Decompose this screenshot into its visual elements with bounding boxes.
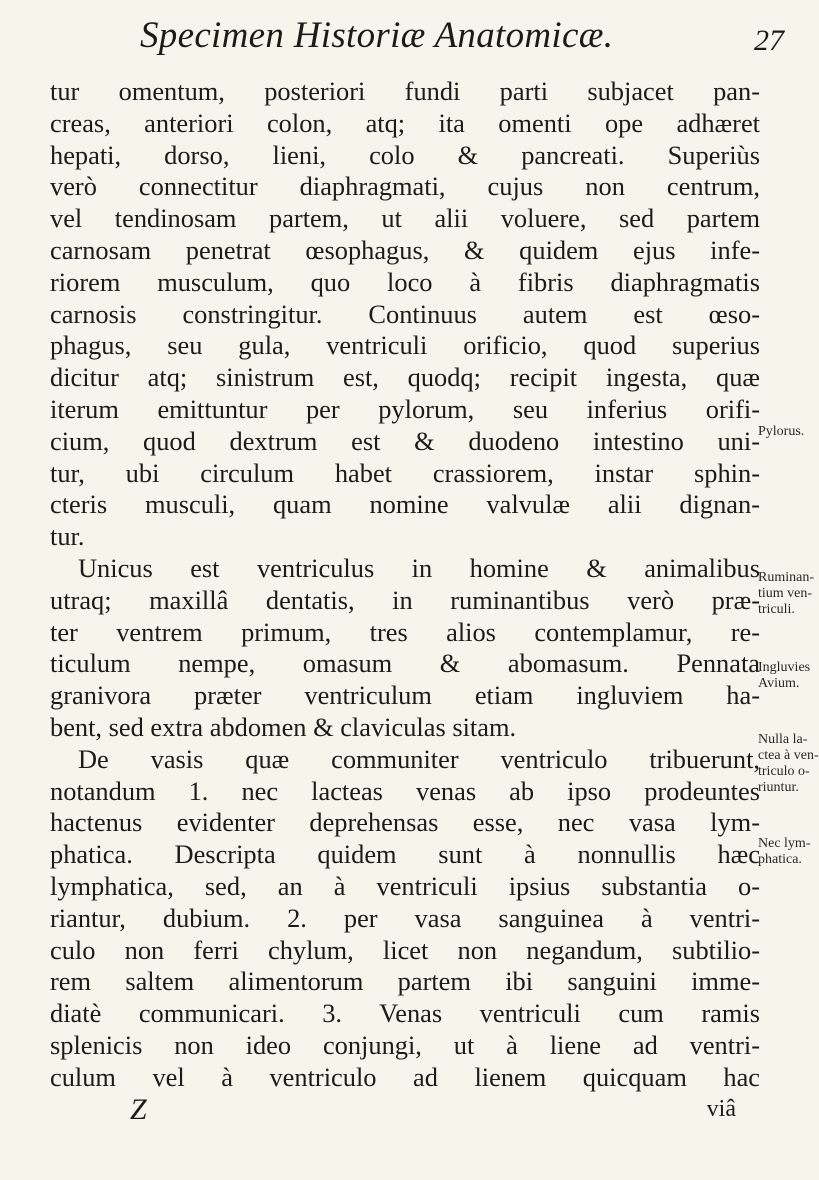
marginal-note-ingluvies [758,660,811,692]
text-line: carnosis constringitur. Continuus autem est œso- [50,298,760,329]
text-line: bent, sed extra abdomen & claviculas sitam. [50,711,517,742]
text-line: tur, ubi circulum habet crassiorem, instar sphin- [50,457,760,488]
marginal-note-line: Avium. [758,676,800,691]
text-line: culo non ferri chylum, licet non negandum, subtilio- [50,934,760,965]
page-number: 27 [754,24,784,57]
signature-mark: Z [130,1092,147,1126]
text-line: vel tendinosam partem, ut alii voluere, sed partem [50,203,760,234]
text-line: iterum emittuntur per pylorum, seu inferius orifi- [50,393,760,424]
marginal-note-nulla-lactea [758,732,819,796]
text-line: phagus, seu gula, ventriculi orificio, quod superius [50,330,760,361]
text-line: culum vel à ventriculo ad lienem quicquam hac [50,1061,760,1092]
text-line: ticulum nempe, omasum & abomasum. Pennata [50,648,760,679]
text-line: tur omentum, posteriori fundi parti subjacet pan- [50,76,760,106]
marginal-note-line: Ingluvies [758,660,811,675]
text-line: De vasis quæ communiter ventriculo tribuerunt, [78,743,760,774]
text-line: hepati, dorso, lieni, colo & pancreati. Superiùs [50,139,760,170]
text-line: cium, quod dextrum est & duodeno intestino uni- [50,425,760,456]
marginal-note-line: Pylorus. [758,424,805,439]
text-line: hactenus evidenter deprehensas esse, nec vasa lym- [50,807,760,838]
text-line: riorem musculum, quo loco à fibris diaphragmatis [50,266,760,297]
marginal-note-ruminantium [758,570,814,618]
marginal-note-line: Nulla la- [758,732,808,747]
marginal-note-line: tium ven- [758,586,813,601]
running-title: Specimen Historiæ Anatomicæ. [140,15,614,56]
marginal-note-nec-lymphatica [758,836,811,868]
marginal-note-line: ctea à ven- [758,748,819,763]
paragraph-line [50,744,760,776]
text-line: splenicis non ideo conjungi, ut à liene ad ventri- [50,1029,760,1060]
marginal-note-line: riuntur. [758,780,799,795]
text-line: ter ventrem primum, tres alios contemplamur, re- [50,616,760,647]
text-line: phatica. Descripta quidem sunt à nonnullis hæc [50,839,760,870]
text-line: Unicus est ventriculus in homine & animalibus [78,552,760,583]
text-line: cteris musculi, quam nomine valvulæ alii dignan- [50,489,760,520]
catchword-line [50,1094,760,1126]
marginal-note-line: triculo o- [758,764,810,779]
text-line: riantur, dubium. 2. per vasa sanguinea à ventri- [50,902,760,933]
text-line: notandum 1. nec lacteas venas ab ipso prodeuntes [50,775,760,806]
text-line: granivora præter ventriculum etiam ingluviem ha- [50,680,760,711]
body-text [50,76,760,1125]
text-line: diatè communicari. 3. Venas ventriculi cum ramis [50,998,760,1029]
running-header [140,14,790,70]
marginal-note-line: Nec lym- [758,836,811,851]
catchword: viâ [706,1095,736,1122]
marginal-note-line: triculi. [758,602,795,617]
marginal-note-pylorus [758,424,804,440]
text-line: verò connectitur diaphragmati, cujus non centrum, [50,171,760,202]
text-line: carnosam penetrat œsophagus, & quidem ejus infe- [50,234,760,265]
marginal-note-line: phatica. [758,852,802,867]
text-line: creas, anteriori colon, atq; ita omenti ope adhæret [50,107,760,138]
marginal-note-line: Ruminan- [758,570,814,585]
paragraph-line [50,553,760,585]
text-line: tur. [50,521,85,552]
text-line: lymphatica, sed, an à ventriculi ipsius substantia o- [50,870,760,901]
text-line: rem saltem alimentorum partem ibi sanguini imme- [50,966,760,997]
text-line: dicitur atq; sinistrum est, quodq; recipit ingesta, quæ [50,362,760,393]
text-line: utraq; maxillâ dentatis, in ruminantibus verò præ- [50,584,760,615]
